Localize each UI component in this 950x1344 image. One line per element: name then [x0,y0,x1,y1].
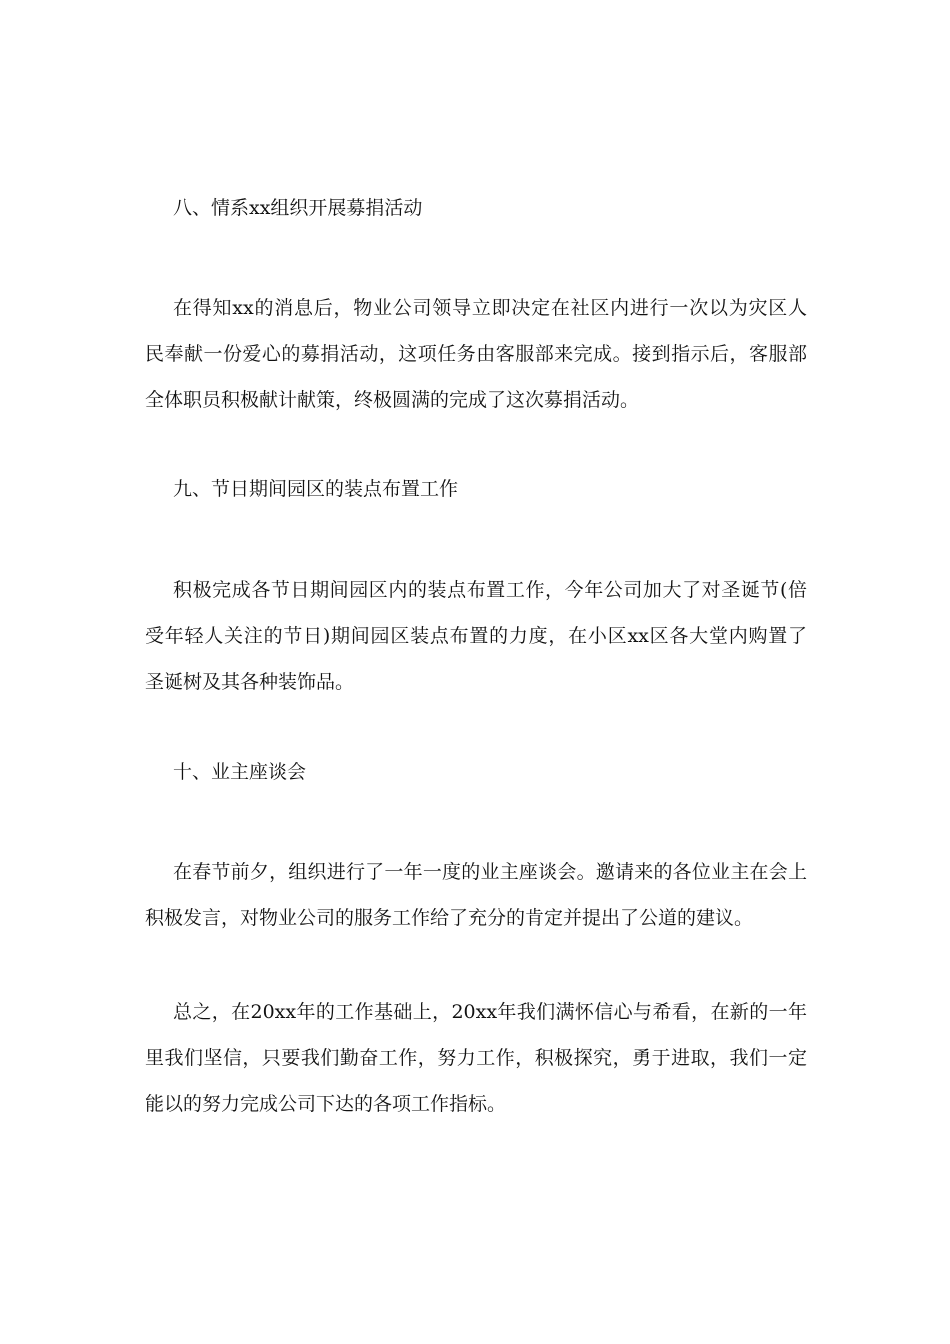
section-heading-decoration: 九、节日期间园区的装点布置工作 [173,478,459,500]
paragraph-line: 积极发言，对物业公司的服务工作给了充分的肯定并提出了公道的建议。 [145,907,754,929]
section-heading-donation: 八、情系xx组织开展募捐活动 [173,197,423,219]
paragraph-donation [145,296,807,412]
paragraph-line: 圣诞树及其各种装饰品。 [145,671,355,693]
paragraph-line: 里我们坚信，只要我们勤奋工作，努力工作，积极探究，勇于进取，我们一定 [145,1047,807,1069]
section-heading-owner-meeting: 十、业主座谈会 [173,761,307,783]
paragraph-line: 能以的努力完成公司下达的各项工作指标。 [145,1093,507,1115]
paragraph-decoration [145,578,807,694]
paragraph-conclusion [145,1000,807,1116]
paragraph-owner-meeting [145,860,807,930]
paragraph-line: 全体职员积极献计献策，终极圆满的完成了这次募捐活动。 [145,389,640,411]
paragraph-line: 积极完成各节日期间园区内的装点布置工作，今年公司加大了对圣诞节(倍 [173,579,807,601]
paragraph-line: 民奉献一份爱心的募捐活动，这项任务由客服部来完成。接到指示后，客服部 [145,343,807,365]
paragraph-line: 总之，在20xx年的工作基础上，20xx年我们满怀信心与希看，在新的一年 [173,1001,807,1023]
paragraph-line: 在春节前夕，组织进行了一年一度的业主座谈会。邀请来的各位业主在会上 [173,861,807,883]
paragraph-line: 在得知xx的消息后，物业公司领导立即决定在社区内进行一次以为灾区人 [173,297,807,319]
paragraph-line: 受年轻人关注的节日)期间园区装点布置的力度，在小区xx区各大堂内购置了 [145,625,807,647]
